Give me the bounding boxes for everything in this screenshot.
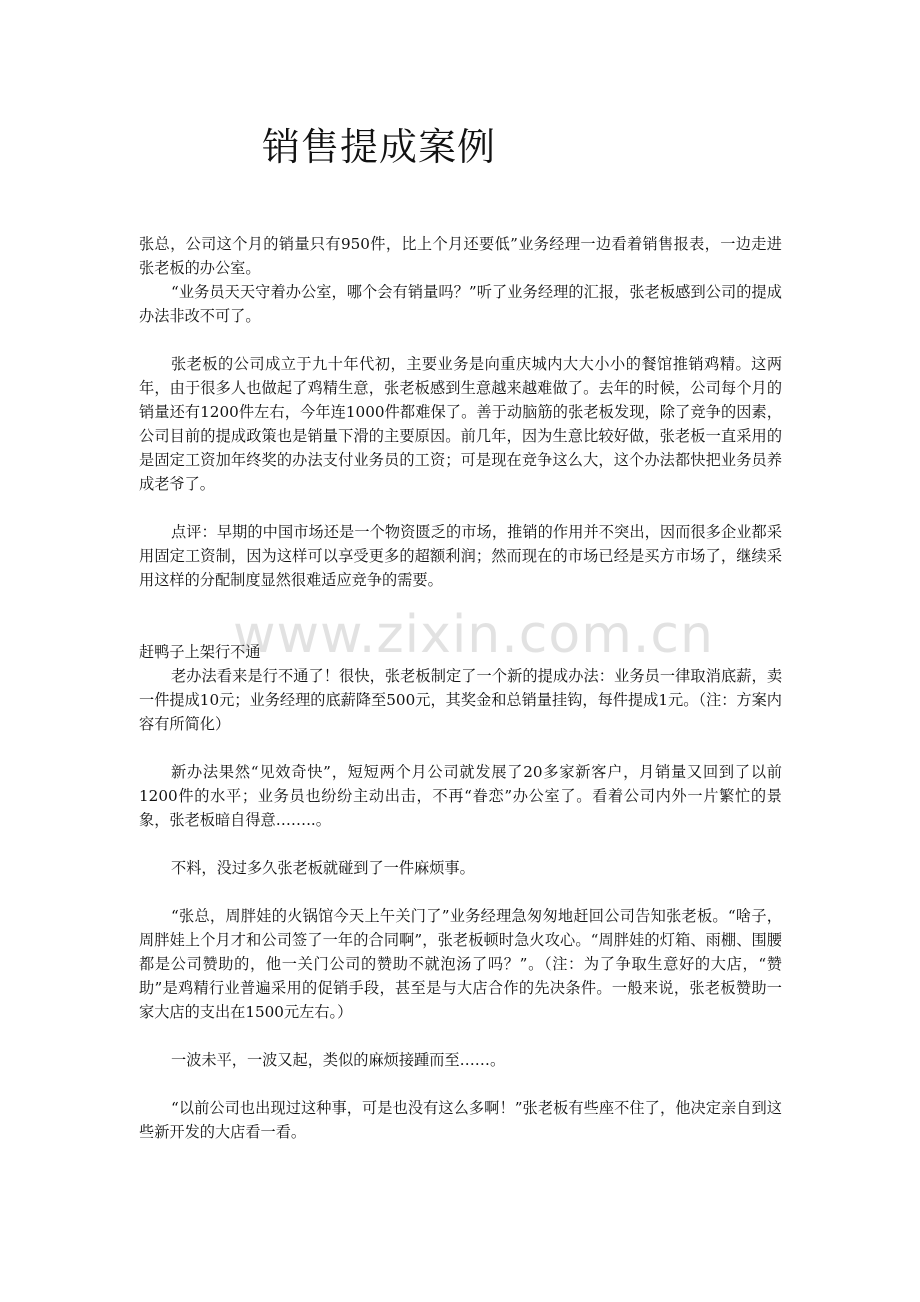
section-heading: 赶鸭子上架行不通	[139, 643, 261, 661]
paragraph-3: 张老板的公司成立于九十年代初，主要业务是向重庆城内大大小小的餐馆推销鸡精。这两年，由于很多人也做起了鸡精生意，张老板感到生意越来越难做了。去年的时候，公司每个月的销量还有1200件左右，今年连1000件都难保了。善于动脑筋的张老板发现，除了竞争的因素，公司目前的提成政策也是销量下滑的主要原因。前几年，因为生意比较好做，张老板一直采用的是固定工资加年终奖的办法支付业务员的工资；可是现在竞争这么大，这个办法都快把业务员养成老爷了。	[139, 355, 782, 493]
paragraph-7: 不料，没过多久张老板就碰到了一件麻烦事。	[171, 859, 475, 877]
paragraph-8: “张总，周胖娃的火锅馆今天上午关门了”业务经理急匆匆地赶回公司告知张老板。“啥子，周胖娃上个月才和公司签了一年的合同啊”，张老板顿时急火攻心。“周胖娃的灯箱、雨棚、围腰都是公司赞助的，他一关门公司的赞助不就泡汤了吗？”。（注：为了争取生意好的大店，“赞助”是鸡精行业普遍采用的促销手段，甚至是与大店合作的先决条件。一般来说，张老板赞助一家大店的支出在1500元左右。）	[139, 907, 782, 1021]
paragraph-5: 老办法看来是行不通了！很快，张老板制定了一个新的提成办法：业务员一律取消底薪，卖一件提成10元；业务经理的底薪降至500元，其奖金和总销量挂钩，每件提成1元。（注：方案内容有所简化）	[139, 667, 782, 733]
paragraph-2: “业务员天天守着办公室，哪个会有销量吗？”听了业务经理的汇报，张老板感到公司的提成办法非改不可了。	[139, 283, 782, 325]
paragraph-4-commentary: 点评：早期的中国市场还是一个物资匮乏的市场，推销的作用并不突出，因而很多企业都采用固定工资制，因为这样可以享受更多的超额利润；然而现在的市场已经是买方市场了，继续采用这样的分配制度显然很难适应竞争的需要。	[139, 523, 782, 589]
paragraph-1: 张总，公司这个月的销量只有950件，比上个月还要低”业务经理一边看着销售报表，一边走进张老板的办公室。	[139, 235, 782, 277]
paragraph-6: 新办法果然“见效奇快”，短短两个月公司就发展了20多家新客户，月销量又回到了以前1200件的水平；业务员也纷纷主动出击，不再“眷恋”办公室了。看着公司内外一片繁忙的景象，张老板暗自得意……..。	[139, 763, 782, 829]
document-body	[139, 232, 782, 1144]
document-title: 销售提成案例	[262, 125, 497, 169]
watermark: www.zixin.com.cn	[233, 605, 714, 665]
paragraph-10: “以前公司也出现过这种事，可是也没有这么多啊！”张老板有些座不住了，他决定亲自到这些新开发的大店看一看。	[139, 1099, 782, 1141]
paragraph-9: 一波未平，一波又起，类似的麻烦接踵而至……。	[171, 1051, 506, 1069]
